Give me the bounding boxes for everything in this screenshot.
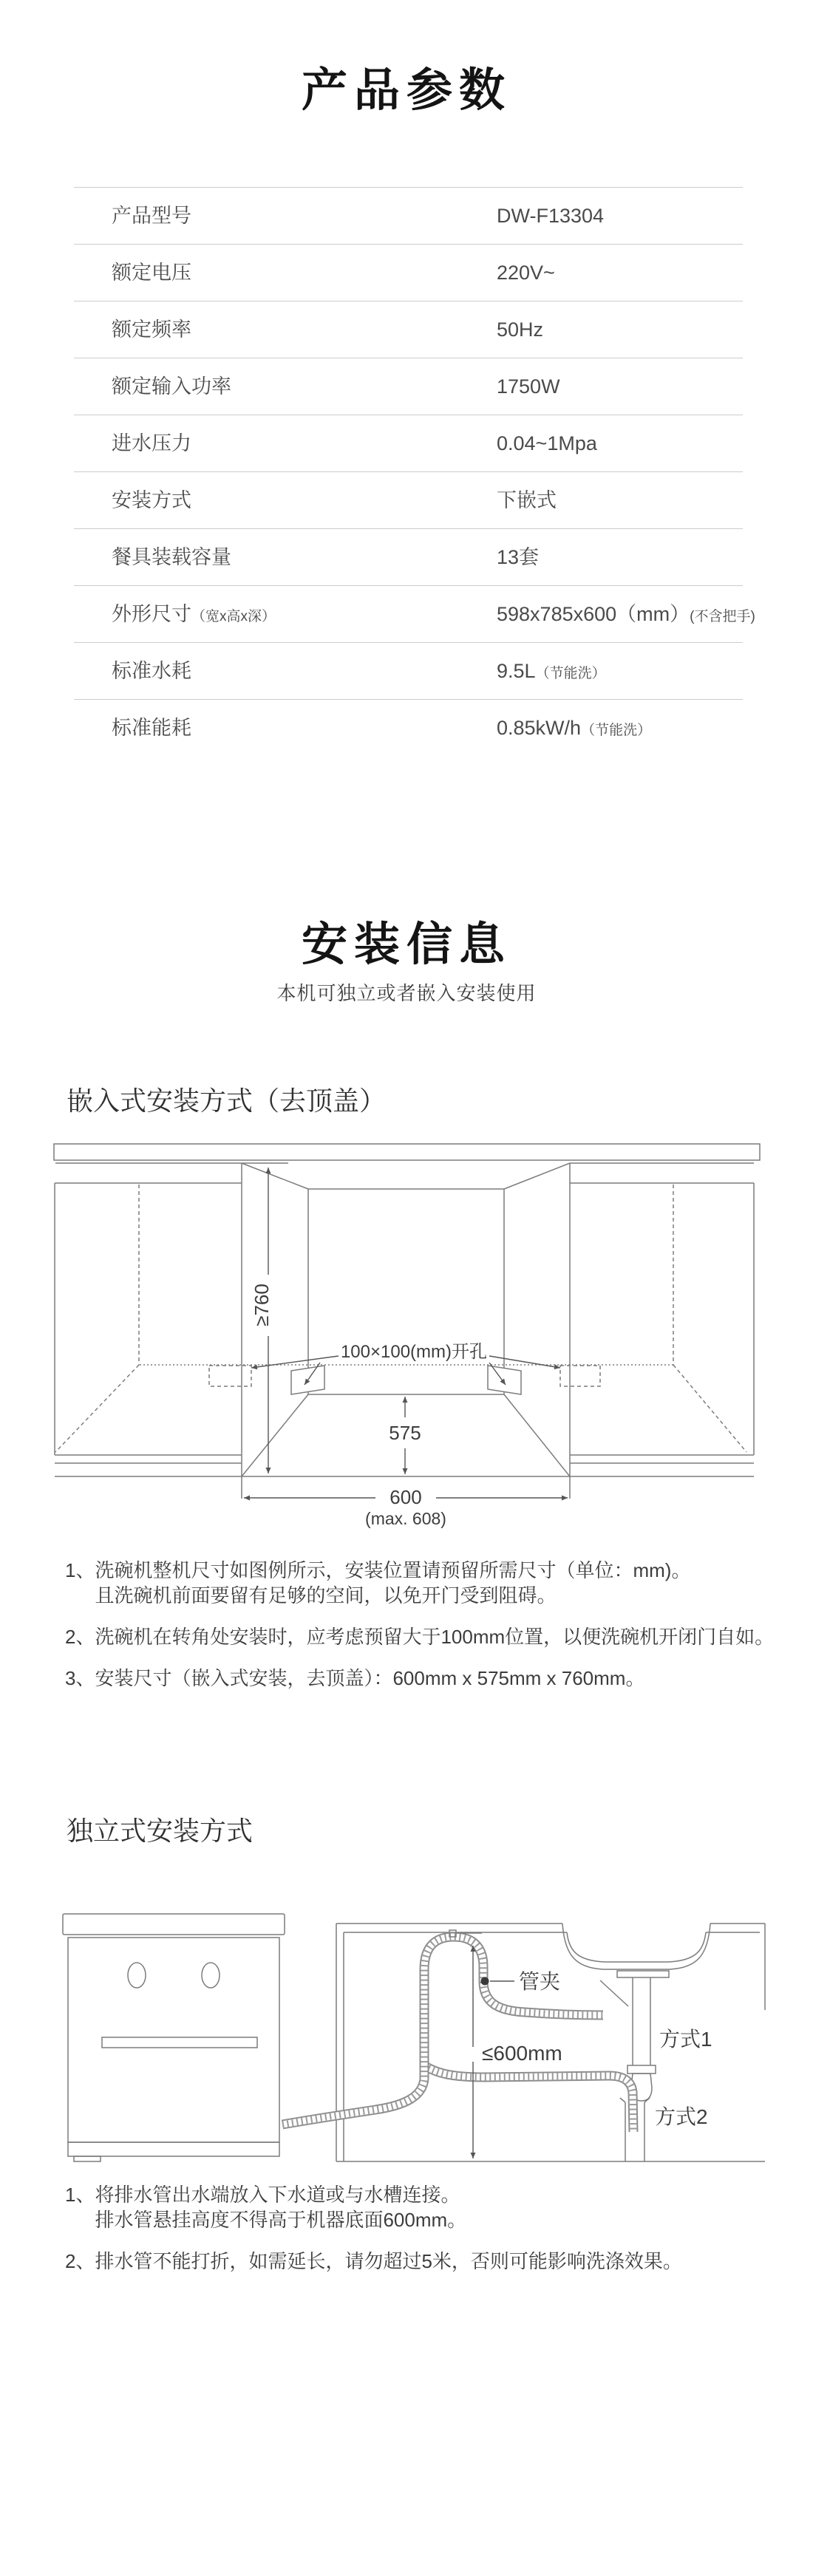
spec-label-text: 外形尺寸 (112, 603, 191, 625)
page-title: 产品参数 (301, 65, 511, 116)
spec-label-text: 进水压力 (112, 432, 191, 454)
spec-table (74, 187, 755, 756)
countertop (54, 1144, 760, 1163)
spec-value-text: 0.04~1Mpa (497, 432, 597, 454)
spec-value-text: 13套 (497, 546, 540, 568)
note-line: 洗碗机在转角处安装时，应考虑预留大于100mm位置，以便洗碗机开闭门自如。 (95, 1626, 775, 1648)
note-item (65, 1624, 775, 1649)
install-info-subtitle: 本机可独立或者嵌入安装使用 (276, 982, 537, 1004)
spec-value-text: 9.5L (497, 660, 536, 682)
note-item (65, 1558, 775, 1608)
table-row (74, 245, 743, 301)
embedded-install-notes (65, 1558, 775, 1707)
note-text (95, 2249, 775, 2274)
freestanding-install-diagram (44, 1910, 769, 2176)
note-line: 排水管不能打折，如需延长，请勿超过5米，否则可能影响洗涤效果。 (95, 2250, 682, 2272)
spec-value (497, 358, 560, 415)
spec-value-text: 下嵌式 (497, 489, 557, 511)
spec-label-text: 安装方式 (112, 489, 191, 511)
spec-value-note: （节能洗） (581, 723, 652, 738)
note-text (95, 1666, 775, 1691)
heading-freestanding-install: 独立式安装方式 (67, 1816, 254, 1846)
spec-label-text: 额定输入功率 (112, 375, 231, 398)
spec-label (112, 245, 191, 301)
spec-label-text: 额定频率 (112, 318, 191, 341)
dim-width-max-label: (max. 608) (365, 1509, 446, 1528)
note-text (95, 2182, 775, 2232)
spec-value (497, 586, 755, 642)
spec-label-text: 标准能耗 (112, 717, 191, 739)
spec-value (497, 301, 543, 358)
spec-label-text: 额定电压 (112, 262, 191, 284)
cabinet-left (55, 1183, 242, 1463)
spec-label-text: 餐具装载容量 (112, 546, 231, 568)
note-number: 3、 (65, 1667, 95, 1689)
spec-value-text: 598x785x600（mm） (497, 603, 690, 625)
spec-value-text: 220V~ (497, 262, 555, 284)
cabinet-right (570, 1183, 754, 1463)
dim-cutout-label: 100×100(mm)开孔 (340, 1342, 488, 1362)
note-number: 2、 (65, 1626, 95, 1648)
table-row (74, 700, 743, 756)
note-item (65, 2249, 775, 2274)
spec-label (112, 529, 231, 585)
note-number: 1、 (65, 2184, 95, 2206)
note-item (65, 1666, 775, 1691)
spec-value (497, 643, 606, 699)
spec-value-text: 1750W (497, 375, 560, 398)
spec-value-text: DW-F13304 (497, 205, 605, 227)
note-line: 将排水管出水端放入下水道或与水槽连接。 (95, 2184, 460, 2206)
heading-embedded-install: 嵌入式安装方式（去顶盖） (67, 1086, 387, 1116)
table-row (74, 643, 743, 700)
spec-value (497, 472, 557, 528)
spec-label (112, 643, 191, 699)
note-text (95, 1624, 775, 1649)
dimension-width (244, 1486, 568, 1528)
embedded-install-diagram (44, 1138, 769, 1530)
table-row (74, 529, 743, 586)
note-number: 1、 (65, 1559, 95, 1581)
spec-value-text: 0.85kW/h (497, 717, 582, 739)
spec-value (497, 188, 604, 244)
spec-label (112, 472, 191, 528)
spec-value (497, 245, 555, 301)
spec-label-text: 标准水耗 (112, 660, 191, 682)
spec-value (497, 529, 539, 585)
spec-value-note: (不含把手) (690, 609, 755, 624)
spec-label (112, 415, 191, 471)
note-item (65, 2182, 775, 2232)
spec-label (112, 358, 231, 415)
note-line: 且洗碗机前面要留有足够的空间，以免开门受到阻碍。 (95, 1584, 557, 1606)
dimension-depth (389, 1397, 421, 1474)
note-number: 2、 (65, 2250, 95, 2272)
table-row (74, 301, 743, 358)
table-row (74, 472, 743, 529)
method1-label: 方式1 (659, 2028, 712, 2051)
spec-label-text: 产品型号 (112, 205, 191, 227)
spec-label (112, 586, 276, 642)
spec-label-note: （宽x高x深） (191, 609, 276, 624)
installation-niche (55, 1163, 754, 1499)
method2-label: 方式2 (655, 2105, 708, 2128)
section-title-install-info: 安装信息 (301, 919, 511, 970)
drain-hose (282, 1937, 633, 2132)
table-row (74, 415, 743, 472)
clamp-label: 管夹 (519, 1970, 561, 1993)
freestanding-install-notes (65, 2182, 775, 2290)
spec-value (497, 415, 597, 471)
spec-label (112, 188, 191, 244)
table-row (74, 586, 755, 643)
table-row (74, 358, 743, 415)
spec-value-text: 50Hz (497, 318, 544, 341)
dim-height-label: ≥760 (251, 1284, 273, 1326)
dimension-height (251, 1168, 273, 1473)
spec-label (112, 301, 191, 358)
spec-value-note: （节能洗） (535, 666, 606, 681)
note-text (95, 1558, 775, 1608)
note-line: 洗碗机整机尺寸如图例所示，安装位置请预留所需尺寸（单位：mm)。 (95, 1559, 691, 1581)
dishwasher-front (63, 1914, 285, 2161)
spec-label (112, 700, 191, 756)
dim-width-label: 600 (390, 1486, 422, 1508)
table-row (74, 188, 743, 245)
dim-depth-label: 575 (389, 1422, 421, 1444)
note-line: 安装尺寸（嵌入式安装，去顶盖）：600mm x 575mm x 760mm。 (95, 1667, 645, 1689)
spec-value (497, 700, 651, 756)
hang-height-label: ≤600mm (482, 2042, 562, 2065)
note-line: 排水管悬挂高度不得高于机器底面600mm。 (95, 2209, 467, 2231)
